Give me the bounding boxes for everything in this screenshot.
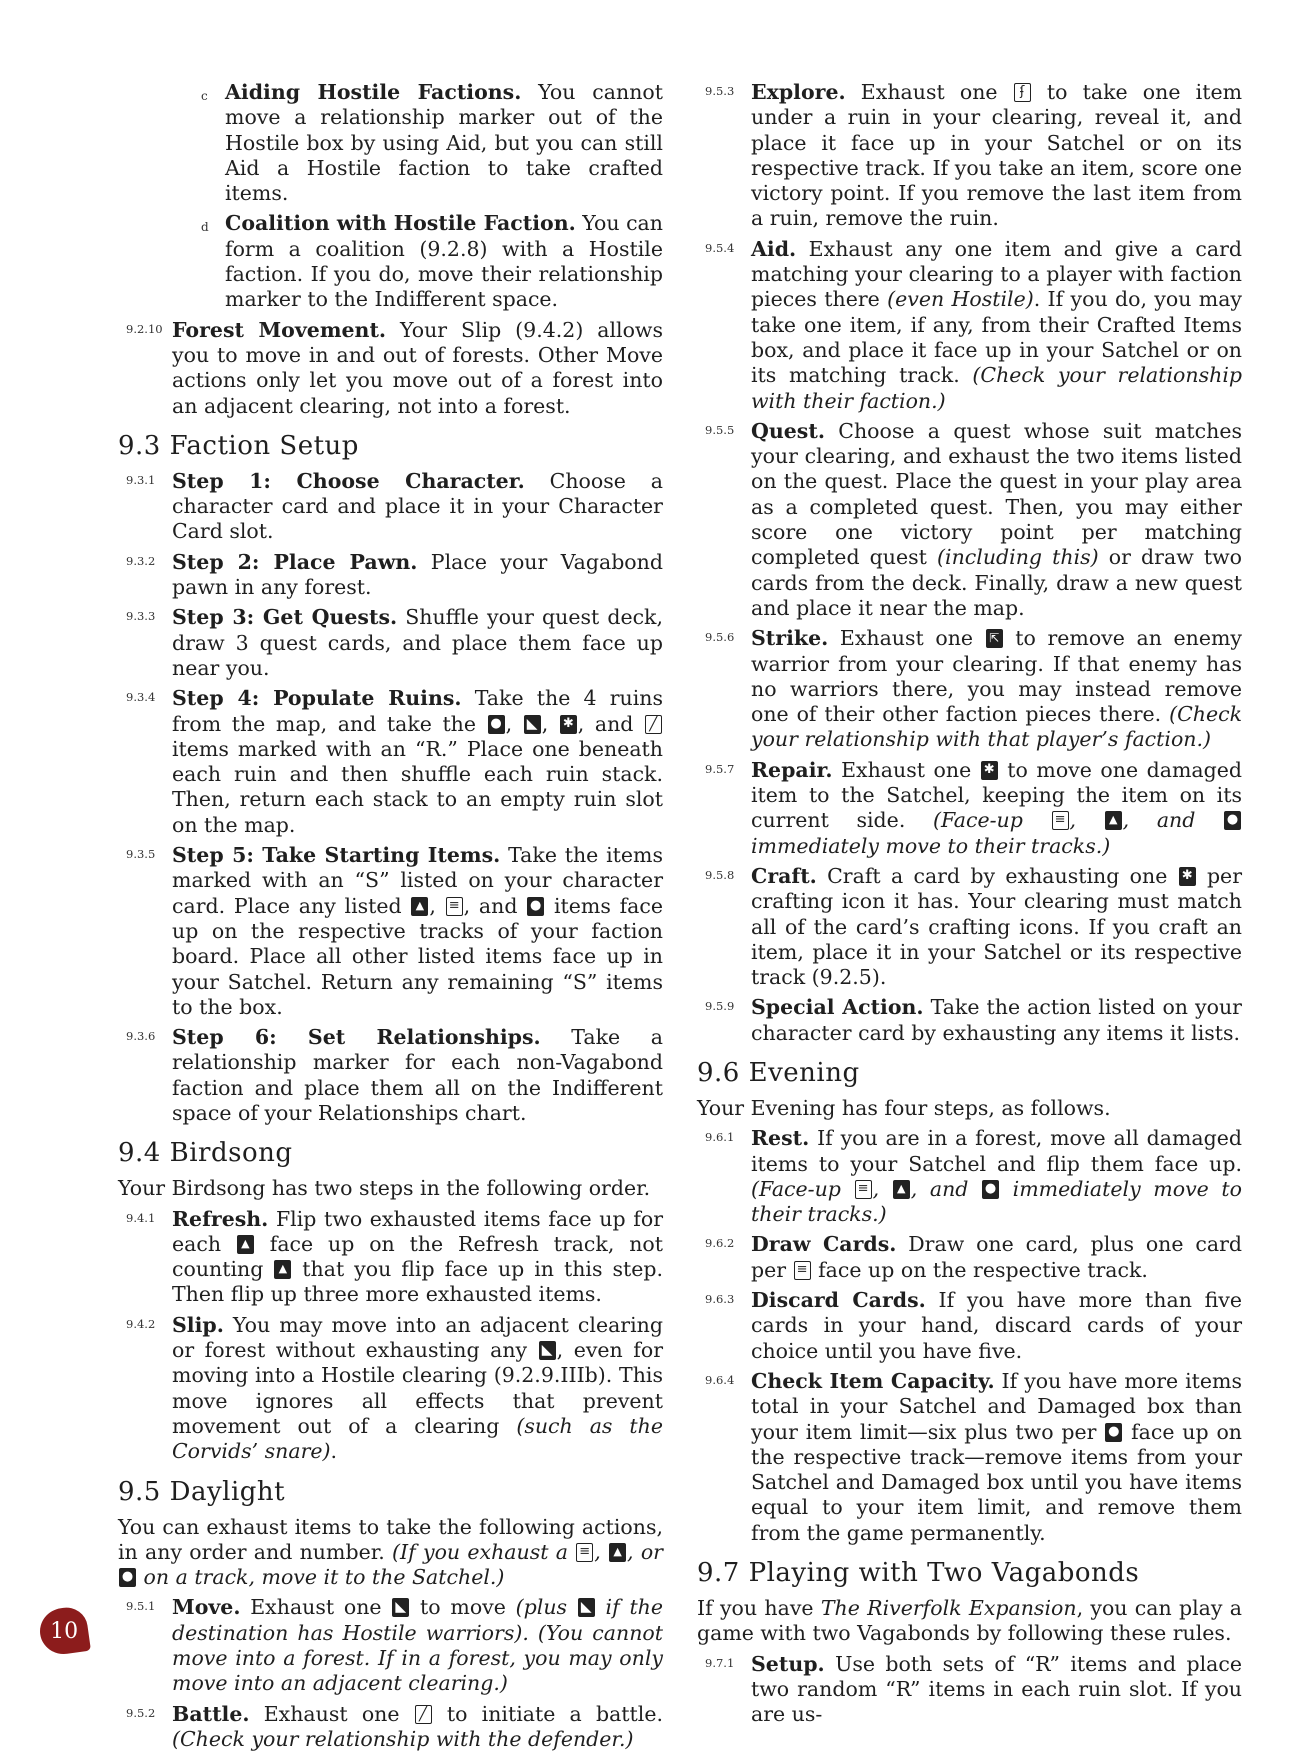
- rule-number: 9.3.6: [126, 1029, 156, 1044]
- rule-9-2-9-d: [118, 211, 663, 312]
- rule-heading: Aiding Hostile Factions.: [225, 80, 522, 104]
- rule-text: Place your Vagabond pawn in any forest.: [172, 549, 663, 600]
- rule-9-5-8: 9.5.8 Craft. Craft a card by exhausting one ✱ per crafting icon it has. Your clearing must match all of the card’s crafting icons. If you craft an item, place it in your Satchel or its respective track (9.2.5).: [697, 864, 1242, 990]
- rule-heading: Battle.: [172, 1701, 250, 1726]
- section-intro: Your Birdsong has two steps in the following order.: [118, 1176, 651, 1201]
- rule-9-5-7: 9.5.7 Repair. Exhaust one ✱ to move one damaged item to the Satchel, keeping the item on its current side. (Face-up ≡, ▲, and ● immediately move to their tracks.): [697, 758, 1242, 859]
- rule-9-5-6: 9.5.6 Strike. Exhaust one ⇱ to remove an enemy warrior from your clearing. If that enemy has no warriors there, you may instead remove one of their other faction pieces there. (Check your relationship with that player’s faction.): [697, 626, 1242, 752]
- rule-heading: Coalition with Hostile Faction.: [225, 211, 576, 236]
- section-intro: Your Evening has four steps, as follows.: [697, 1095, 1111, 1120]
- rule-heading: Step 3: Get Quests.: [172, 605, 398, 630]
- rule-heading: Aid.: [751, 236, 797, 261]
- rule-number: 9.4.1: [126, 1210, 156, 1225]
- bag-icon: [527, 897, 544, 916]
- rule-text: You can form a coalition (9.2.8) with a Hostile faction. If you do, move their relationship marker to the Indifferent space.: [225, 211, 663, 312]
- rule-9-6-2: 9.6.2 Draw Cards. Draw one card, plus one card per ≡ face up on the respective track.: [697, 1232, 1242, 1283]
- torch-icon: [1014, 83, 1031, 102]
- rule-heading: Step 4: Populate Ruins.: [172, 686, 462, 711]
- rule-text: You cannot move a relationship marker out of the Hostile box by using Aid, but you can still Aid a Hostile faction to take crafted items.: [225, 80, 663, 206]
- rule-heading: Special Action.: [751, 995, 924, 1020]
- hammer-icon: [981, 761, 998, 780]
- rule-9-2-10: [118, 318, 663, 419]
- crossbow-icon: [986, 629, 1003, 648]
- boot-icon: [578, 1598, 595, 1617]
- rule-number: 9.5.9: [705, 999, 735, 1014]
- rule-number: 9.2.10: [126, 321, 163, 336]
- rule-9-5-3: 9.5.3 Explore. Exhaust one ʄ to take one item under a ruin in your clearing, reveal it, and place it face up in your Satchel or on its respective track. If you take an item, score one victory point. If you remove the last item from a ruin, remove the ruin.: [697, 80, 1242, 232]
- rule-number: 9.5.5: [705, 422, 735, 437]
- section-intro: If you have The Riverfolk Expansion, you can play a game with two Vagabonds by following these rules.: [697, 1596, 1242, 1646]
- rule-heading: Slip.: [172, 1312, 224, 1337]
- rule-9-5-2: 9.5.2 Battle. Exhaust one ╱ to initiate a battle. (Check your relationship with the defender.): [118, 1702, 663, 1753]
- rule-9-7-1: 9.7.1 Setup. Use both sets of “R” items and place two random “R” items in each ruin slot. If you are us-: [705, 1651, 1242, 1727]
- rule-9-3-6: [118, 1025, 663, 1126]
- rule-heading: Step 5: Take Starting Items.: [172, 843, 501, 868]
- rule-number: 9.6.3: [705, 1292, 735, 1307]
- rule-9-3-5: 9.3.5 Step 5: Take Starting Items. Take the items marked with an “S” listed on your character card. Place any listed ▲, ≡, and ● items face up on the respective tracks of your faction board. Place all other listed items face up in your Satchel. Return any remaining “S” items to the box.: [118, 843, 663, 1020]
- rule-text: Choose a character card and place it in your Character Card slot.: [172, 468, 663, 544]
- rule-heading: Explore.: [751, 80, 846, 104]
- rule-number: 9.5.6: [705, 630, 735, 645]
- coins-icon: [855, 1180, 872, 1199]
- rule-text: Shuffle your quest deck, draw 3 quest cards, and place them face up near you.: [172, 605, 663, 680]
- rule-text: Your Slip (9.4.2) allows you to move in and out of forests. Other Move actions only let you move out of a forest into an adjacent clearing, not into a forest.: [172, 317, 663, 418]
- section-heading-9-3: 9.3 Faction Setup: [118, 430, 359, 461]
- bag-icon: [1105, 1423, 1122, 1442]
- rule-heading: Quest.: [751, 418, 825, 443]
- sword-icon: [645, 715, 662, 734]
- rule-9-6-3: 9.6.3 Discard Cards. If you have more than five cards in your hand, discard cards of your choice until you have five.: [705, 1288, 1242, 1363]
- sword-icon: [415, 1705, 432, 1724]
- hammer-icon: [1179, 867, 1196, 886]
- rule-heading: Step 6: Set Relationships.: [172, 1025, 541, 1050]
- bag-icon: [1224, 811, 1241, 830]
- boot-icon: [539, 1341, 556, 1360]
- rule-number: 9.5.7: [705, 761, 735, 776]
- rule-text: Take the items marked with an “S” listed on your character card. Place any listed: [172, 843, 663, 918]
- rule-heading: Craft.: [751, 863, 817, 888]
- rule-9-6-1: 9.6.1 Rest. If you are in a forest, move all damaged items to your Satchel and flip them face up. (Face-up ≡, ▲, and ● immediately move to their tracks.): [697, 1126, 1242, 1227]
- rule-9-6-4: 9.6.4 Check Item Capacity. If you have more items total in your Satchel and Damaged box than your item limit—six plus two per ● face up on the respective track—remove items from your Satchel and Damaged box until you have items equal to your item limit, and remove them from the game permanently.: [697, 1369, 1242, 1546]
- rule-text: Take the 4 ruins from the map, and take the: [172, 686, 663, 736]
- coins-icon: [576, 1543, 593, 1562]
- left-column: [118, 80, 663, 1757]
- rule-9-2-9-c: [118, 80, 663, 206]
- rule-9-5-9: 9.5.9 Special Action. Take the action listed on your character card by exhausting any items it lists.: [705, 995, 1242, 1045]
- section-intro: You can exhaust items to take the following actions, in any order and number. (If you exhaust a ≡, ▲, or ● on a track, move it to the Satchel.): [118, 1515, 663, 1591]
- rule-number: 9.5.3: [705, 84, 735, 98]
- rule-heading: Step 2: Place Pawn.: [172, 549, 418, 574]
- rule-text: You may move into an adjacent clearing or forest without exhausting any: [172, 1312, 663, 1363]
- rule-9-5-5: 9.5.5 Quest. Choose a quest whose suit matches your clearing, and exhaust the two items listed on the quest. Place the quest in your play area as a completed quest. Then, you may either score one victory point per matching completed quest (including this) or draw two cards from the deck. Finally, draw a new quest and place it near the map.: [705, 418, 1242, 620]
- rule-number: 9.3.1: [126, 472, 156, 487]
- rule-number: 9.3.2: [126, 553, 156, 568]
- rule-number: 9.3.4: [126, 690, 156, 705]
- bag-icon: [488, 715, 505, 734]
- rule-9-3-4: 9.3.4 Step 4: Populate Ruins. Take the 4 ruins from the map, and take the ●, ◣, ✱, and ╱ items marked with an “R.” Place one beneath each ruin and then shuffle each ruin stack. Then, return each stack to an empty ruin slot on the map.: [118, 686, 663, 838]
- rule-heading: Move.: [172, 1595, 241, 1620]
- rule-heading: Forest Movement.: [172, 317, 387, 342]
- rule-number: 9.6.4: [705, 1372, 735, 1387]
- tea-icon: [1105, 811, 1122, 830]
- rule-heading: Rest.: [751, 1126, 810, 1151]
- rule-heading: Draw Cards.: [751, 1232, 897, 1257]
- section-heading-9-4: 9.4 Birdsong: [118, 1138, 293, 1169]
- rule-heading: Discard Cards.: [751, 1288, 926, 1313]
- rule-9-3-1: [118, 469, 663, 545]
- rule-9-5-1: 9.5.1 Move. Exhaust one ◣ to move (plus ◣ if the destination has Hostile warriors). (You cannot move into a forest. If in a forest, you may only move into an adjacent clearing.): [118, 1595, 663, 1696]
- page-number-badge: [37, 1605, 91, 1657]
- rule-9-4-2: 9.4.2 Slip. You may move into an adjacent clearing or forest without exhausting any ◣, even for moving into a Hostile clearing (9.2.9.IIIb). This move ignores all effects that prevent movement out of a clearing (such as the Corvids’ snare).: [118, 1313, 663, 1465]
- rule-number: 9.5.1: [126, 1599, 156, 1614]
- rule-heading: Repair.: [751, 757, 833, 782]
- rule-heading: Check Item Capacity.: [751, 1368, 995, 1393]
- rule-number: d: [201, 220, 209, 235]
- coins-icon: [794, 1261, 811, 1280]
- bag-icon: [119, 1568, 136, 1587]
- boot-icon: [524, 715, 541, 734]
- rule-number: 9.3.5: [126, 847, 156, 862]
- tea-icon: [274, 1260, 291, 1279]
- rule-number: 9.7.1: [705, 1655, 735, 1670]
- rule-text: Flip two exhausted items face up for each: [172, 1206, 663, 1256]
- rule-number: 9.4.2: [126, 1316, 156, 1331]
- rule-heading: Strike.: [751, 626, 829, 651]
- rule-number: c: [201, 89, 208, 103]
- page-number: 10: [50, 1618, 78, 1644]
- rule-number: 9.3.3: [126, 609, 156, 624]
- rule-heading: Refresh.: [172, 1206, 269, 1231]
- tea-icon: [609, 1543, 626, 1562]
- rule-number: 9.5.2: [126, 1705, 156, 1720]
- section-heading-9-5: 9.5 Daylight: [118, 1476, 286, 1507]
- coins-icon: [1052, 811, 1069, 830]
- rule-9-3-3: [118, 605, 663, 681]
- rule-number: 9.5.4: [705, 240, 735, 255]
- rule-9-5-4: 9.5.4 Aid. Exhaust any one item and give a card matching your clearing to a player with faction pieces there (even Hostile). If you do, you may take one item, if any, from their Crafted Items box, and place it face up in your Satchel or on its matching track. (Check your relationship with their faction.): [705, 236, 1242, 413]
- rule-9-3-2: [118, 550, 663, 601]
- bag-icon: [982, 1180, 999, 1199]
- right-column: [697, 80, 1242, 1733]
- section-heading-9-7: 9.7 Playing with Two Vagabonds: [697, 1558, 1140, 1589]
- rule-number: 9.6.2: [705, 1236, 735, 1251]
- rule-number: 9.6.1: [705, 1130, 735, 1145]
- rule-9-4-1: 9.4.1 Refresh. Flip two exhausted items face up for each ▲ face up on the Refresh track, not counting ▲ that you flip face up in this step. Then flip up three more exhausted items.: [118, 1207, 663, 1308]
- boot-icon: [392, 1598, 409, 1617]
- coins-icon: [446, 897, 463, 916]
- rule-number: 9.5.8: [705, 867, 735, 882]
- tea-icon: [237, 1235, 254, 1254]
- hammer-icon: [560, 715, 577, 734]
- rule-heading: Setup.: [751, 1651, 825, 1676]
- section-heading-9-6: 9.6 Evening: [697, 1057, 860, 1088]
- tea-icon: [893, 1180, 910, 1199]
- tea-icon: [411, 897, 428, 916]
- rule-text: Take a relationship marker for each non-Vagabond faction and place them all on the Indifferent space of your Relationships chart.: [172, 1025, 663, 1125]
- rule-heading: Step 1: Choose Character.: [172, 468, 525, 493]
